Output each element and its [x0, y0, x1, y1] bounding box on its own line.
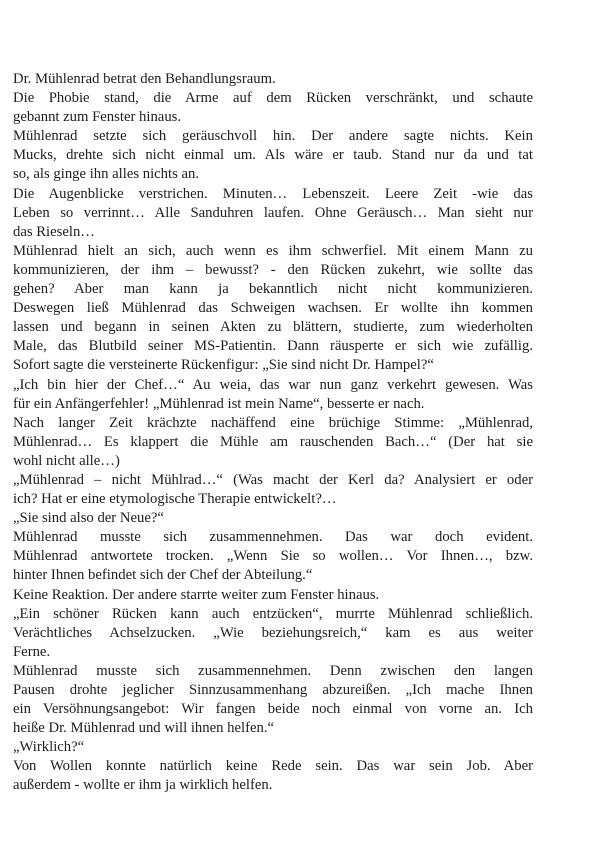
text-line: lassen und begann in seinen Akten zu blättern, studierte, zum wiederholten	[13, 319, 533, 336]
paragraph	[13, 376, 533, 414]
text-line: außerdem - wollte er ihm ja wirklich helfen.	[13, 777, 273, 794]
text-block	[13, 70, 533, 796]
text-line: so, als ginge ihn alles nichts an.	[13, 166, 200, 183]
text-line: „Ein schöner Rücken kann auch entzücken“, murrte Mühlenrad schließlich.	[13, 605, 533, 622]
text-line: Sofort sagte die versteinerte Rückenfigur: „Sie sind nicht Dr. Hampel?“	[13, 357, 434, 374]
paragraph	[13, 586, 533, 605]
text-line: Mucks, drehte sich nicht einmal um. Als wäre er taub. Stand nur da und tat	[13, 147, 533, 164]
paragraph	[13, 127, 533, 184]
paragraph	[13, 738, 533, 757]
text-line: „Wirklich?“	[13, 739, 85, 756]
paragraph	[13, 605, 533, 662]
text-line: Mühlenrad musste sich zusammennehmen. Das war doch evident.	[13, 529, 533, 546]
text-line: Leben so verrinnt… Alle Sanduhren laufen. Ohne Geräusch… Man sieht nur	[13, 204, 533, 221]
paragraph	[13, 185, 533, 242]
text-line: wohl nicht alle…)	[13, 452, 120, 469]
text-line: „Mühlenrad – nicht Mühlrad…“ (Was macht der Kerl da? Analysiert er oder	[13, 471, 533, 488]
text-line: Die Phobie stand, die Arme auf dem Rücken verschränkt, und schaute	[13, 90, 533, 107]
paragraph	[13, 70, 533, 89]
paragraph	[13, 242, 533, 376]
text-line: kommunizieren, der ihm – bewusst? - den Rücken zukehrt, wie sollte das	[13, 261, 533, 278]
text-line: „Ich bin hier der Chef…“ Au weia, das war nun ganz verkehrt gewesen. Was	[13, 376, 533, 393]
text-line: Mühlenrad setzte sich geräuschvoll hin. Der andere sagte nichts. Kein	[13, 128, 533, 145]
text-line: Mühlenrad musste sich zusammennehmen. Denn zwischen den langen	[13, 662, 533, 679]
text-line: hinter Ihnen befindet sich der Chef der Abteilung.“	[13, 567, 313, 584]
text-line: für ein Anfängerfehler! „Mühlenrad ist mein Name“, besserte er nach.	[13, 395, 425, 412]
text-line: Male, das Blutbild seiner MS-Patientin. Dann räusperte er sich wie zufällig.	[13, 338, 533, 355]
text-line: heiße Dr. Mühlenrad und will ihnen helfen.“	[13, 720, 275, 737]
text-line: das Rieseln…	[13, 223, 95, 240]
text-line: gehen? Aber man kann ja bekanntlich nicht nicht kommunizieren.	[13, 281, 533, 298]
paragraph	[13, 414, 533, 471]
text-line: Verächtliches Achselzucken. „Wie beziehungsreich,“ kam es aus weiter	[13, 624, 533, 641]
paragraph	[13, 528, 533, 585]
text-line: Deswegen ließ Mühlenrad das Schweigen wachsen. Er wollte ihn kommen	[13, 300, 533, 317]
paragraph	[13, 509, 533, 528]
text-line: ich? Hat er eine etymologische Therapie entwickelt?…	[13, 491, 337, 508]
text-line: Die Augenblicke verstrichen. Minuten… Lebenszeit. Leere Zeit -wie das	[13, 185, 533, 202]
paragraph	[13, 662, 533, 738]
text-line: Pausen drohte jeglicher Sinnzusammenhang abzureißen. „Ich mache Ihnen	[13, 682, 533, 698]
text-line: Mühlenrad… Es klappert die Mühle am rauschenden Bach…“ (Der hat sie	[13, 433, 533, 450]
paragraph	[13, 471, 533, 509]
text-line: Dr. Mühlenrad betrat den Behandlungsraum.	[13, 71, 276, 87]
text-line: Mühlenrad hielt an sich, auch wenn es ihm schwerfiel. Mit einem Mann zu	[13, 242, 533, 259]
text-line: Nach langer Zeit krächzte nachäffend eine brüchige Stimme: „Mühlenrad,	[13, 414, 533, 431]
paragraph	[13, 89, 533, 127]
text-line: Mühlenrad antwortete trocken. „Wenn Sie so wollen… Vor Ihnen…, bzw.	[13, 548, 533, 565]
text-line: „Sie sind also der Neue?“	[13, 510, 164, 527]
text-line: gebannt zum Fenster hinaus.	[13, 109, 182, 126]
text-line: Von Wollen konnte natürlich keine Rede sein. Das war sein Job. Aber	[13, 758, 533, 775]
text-line: ein Versöhnungsangebot: Wir fangen beide noch einmal von vorne an. Ich	[13, 701, 533, 718]
paragraph	[13, 757, 533, 795]
text-line: Ferne.	[13, 643, 51, 660]
text-line: Keine Reaktion. Der andere starrte weiter zum Fenster hinaus.	[13, 586, 380, 603]
